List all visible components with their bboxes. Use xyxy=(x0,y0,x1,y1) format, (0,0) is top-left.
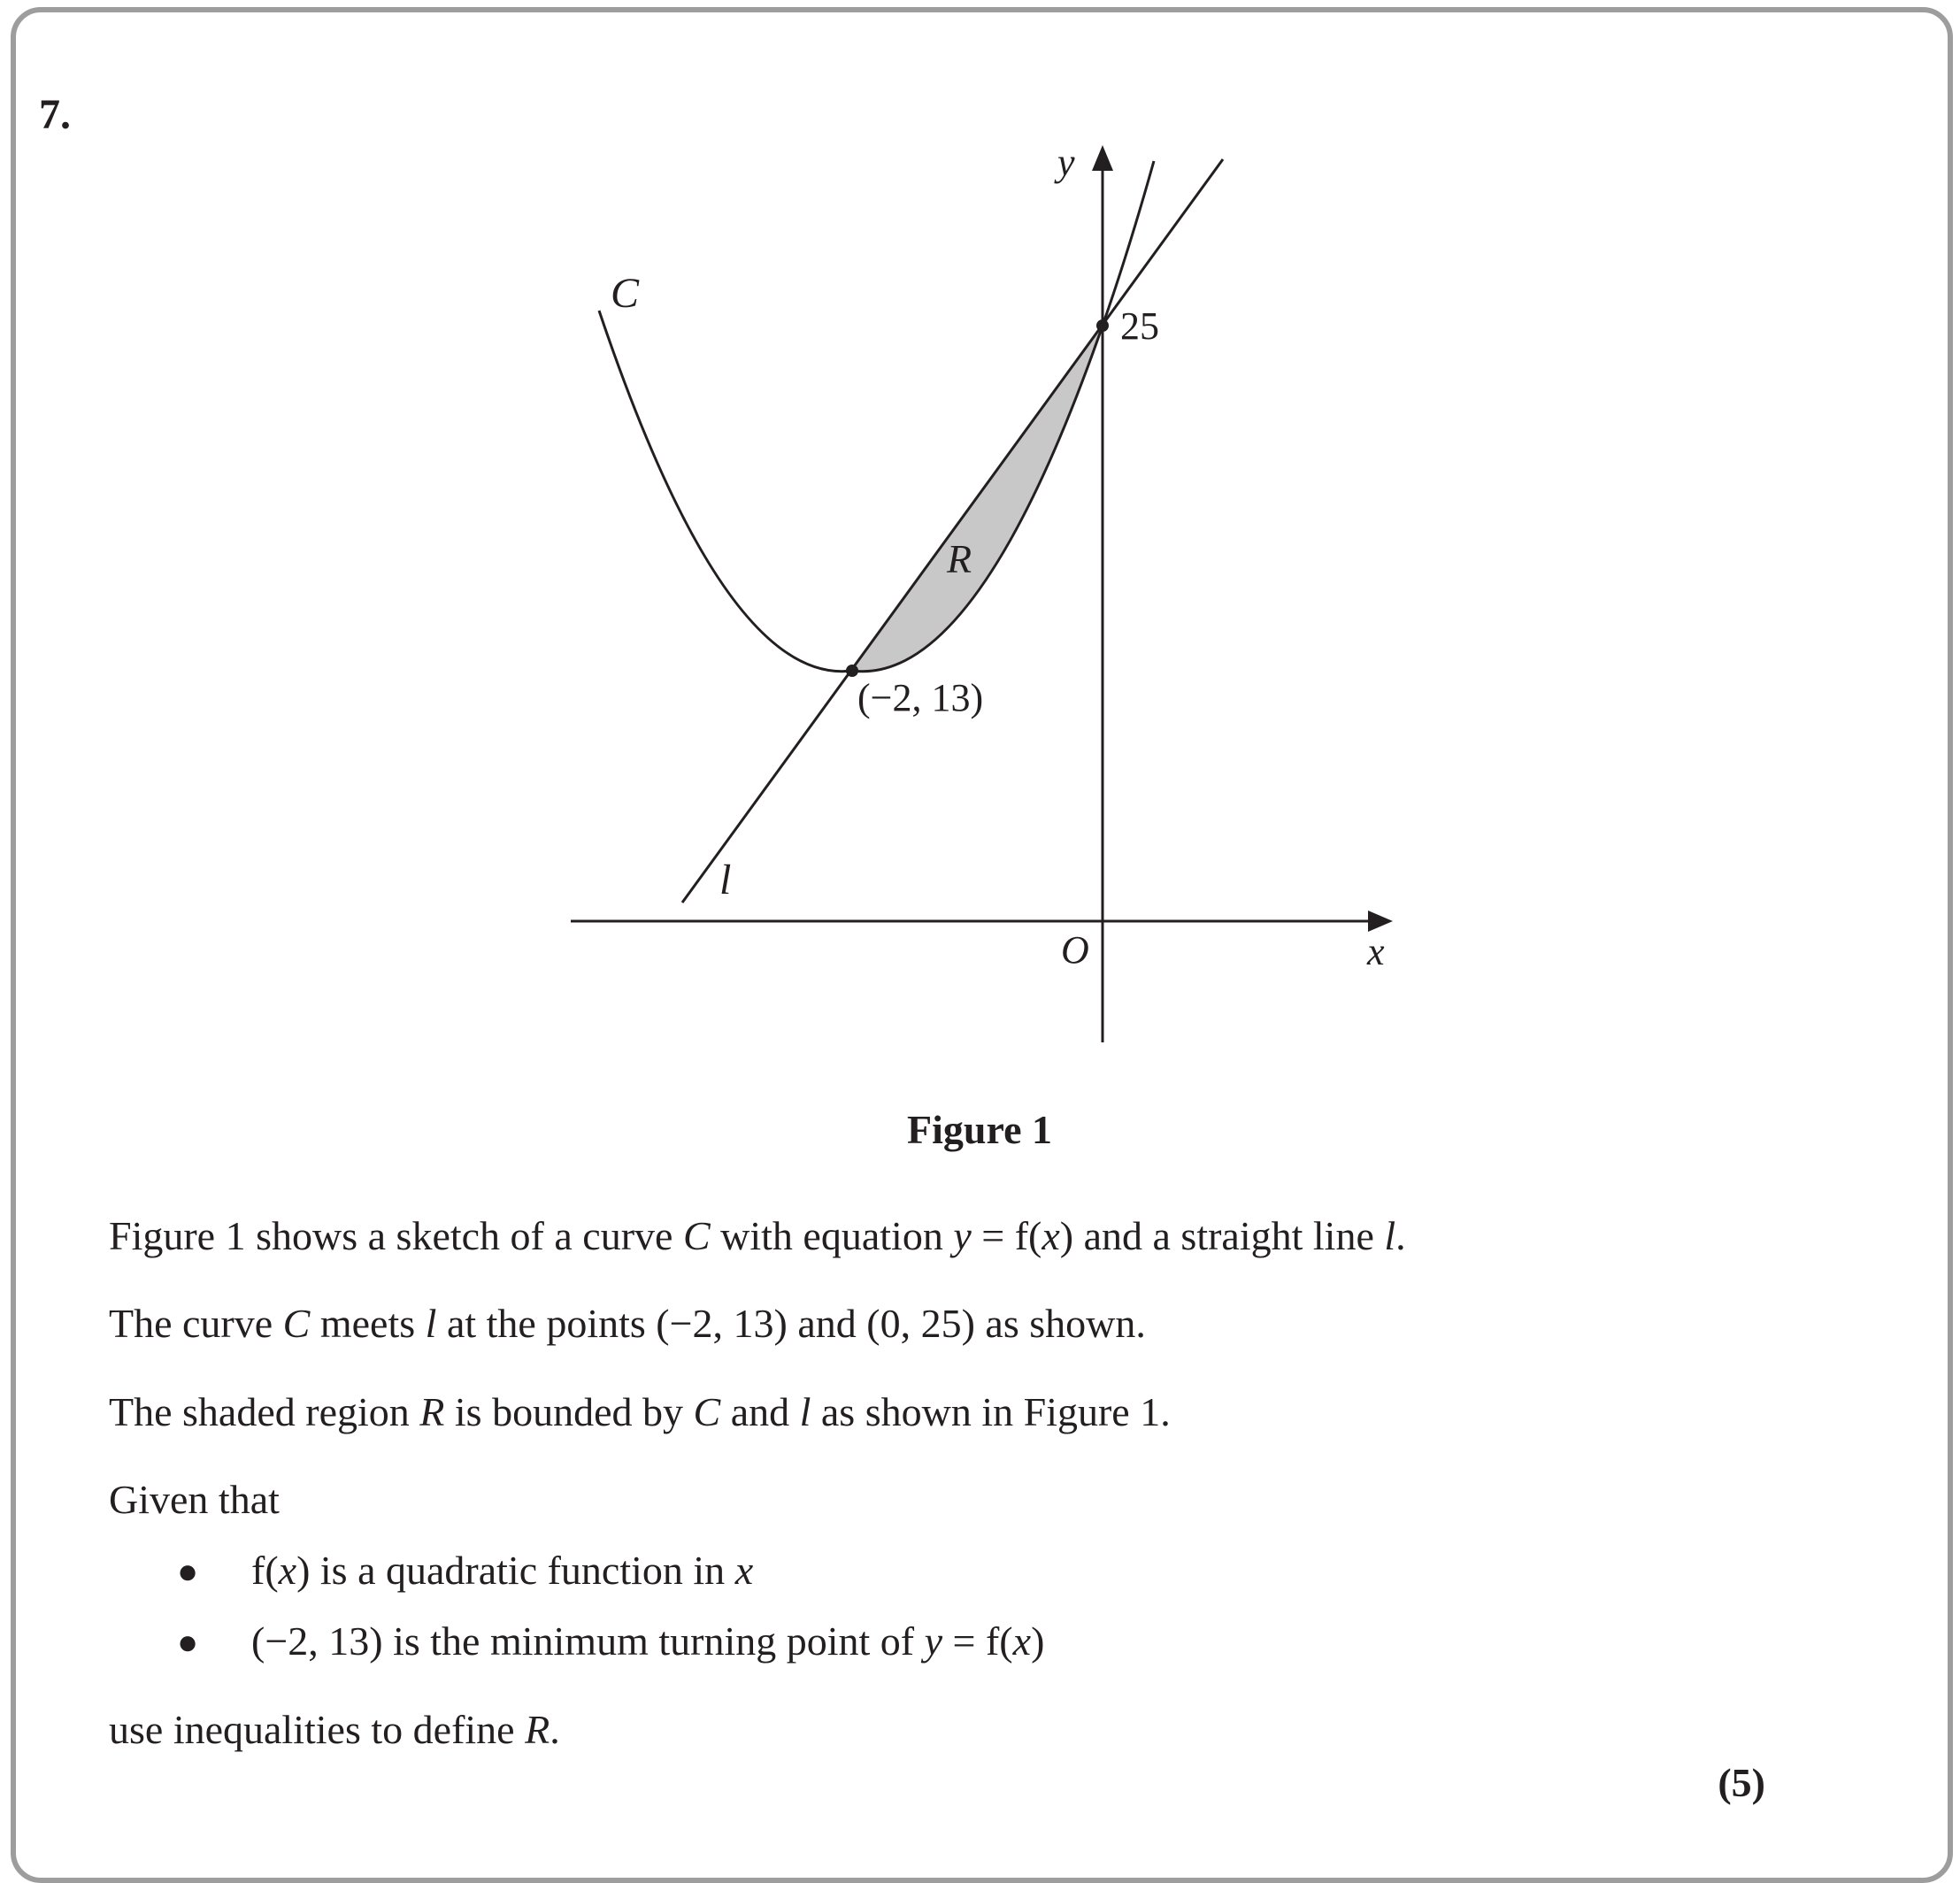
b2-text: (−2, 13) is the minimum turning point of xyxy=(251,1618,925,1664)
p3-region-r: R xyxy=(419,1389,445,1434)
b2-text: = f( xyxy=(942,1618,1013,1664)
b2-y: y xyxy=(924,1618,943,1664)
p3-text: and xyxy=(720,1389,800,1434)
p3-text: as shown in Figure 1. xyxy=(811,1389,1171,1434)
line-l xyxy=(682,159,1223,903)
b1-x: x xyxy=(734,1548,754,1593)
p1-text: Figure 1 shows a sketch of a curve xyxy=(109,1213,683,1258)
y-axis-arrowhead xyxy=(1092,145,1113,171)
b1-text: ) is a quadratic function in xyxy=(296,1548,735,1593)
b2-text: ) xyxy=(1031,1618,1045,1664)
label-line-l: l xyxy=(719,857,732,903)
label-y-axis: y xyxy=(1057,141,1075,184)
p1-text: with equation xyxy=(710,1213,954,1258)
p2-text: meets xyxy=(310,1301,426,1346)
p3-line-l: l xyxy=(799,1389,811,1434)
bullet-2-text xyxy=(251,1618,1044,1664)
label-origin: O xyxy=(1061,928,1089,972)
label-x-axis: x xyxy=(1367,930,1385,973)
question-number: 7. xyxy=(39,91,71,138)
p2-line-l: l xyxy=(425,1301,437,1346)
p2-text: The curve xyxy=(109,1301,283,1346)
p2-curve-c: C xyxy=(282,1301,311,1346)
label-curve-c: C xyxy=(611,270,640,317)
p5-region-r: R xyxy=(525,1707,550,1752)
label-intercept: 25 xyxy=(1120,304,1159,348)
curve-c xyxy=(599,161,1154,672)
marks-label: (5) xyxy=(1718,1760,1765,1805)
p1-text: . xyxy=(1395,1213,1406,1258)
point-intercept xyxy=(1096,319,1109,332)
p1-text: = f( xyxy=(971,1213,1042,1258)
figure-caption: Figure 1 xyxy=(907,1107,1052,1152)
paragraph-4: Given that xyxy=(109,1477,280,1522)
b1-text: f( xyxy=(251,1548,279,1593)
label-min-point: (−2, 13) xyxy=(857,676,984,719)
p1-y: y xyxy=(953,1213,972,1258)
p3-text: is bounded by xyxy=(444,1389,694,1434)
x-axis-arrowhead xyxy=(1368,911,1393,932)
paragraph-5 xyxy=(109,1706,560,1753)
bullet-2-marker: ● xyxy=(177,1622,199,1662)
p1-curve-c: C xyxy=(682,1213,711,1258)
paragraph-1 xyxy=(109,1212,1406,1259)
p2-text: at the points (−2, 13) and (0, 25) as shown. xyxy=(436,1301,1146,1346)
p1-text: ) and a straight line xyxy=(1059,1213,1385,1258)
p5-text: . xyxy=(550,1707,560,1752)
bullet-1-marker: ● xyxy=(177,1551,199,1591)
paragraph-3 xyxy=(109,1388,1171,1435)
p1-line-l: l xyxy=(1384,1213,1396,1258)
p1-x: x xyxy=(1041,1213,1060,1258)
label-region-r: R xyxy=(947,536,972,581)
point-min xyxy=(846,665,858,677)
bullet-1-text xyxy=(251,1547,753,1594)
p3-text: The shaded region xyxy=(109,1389,420,1434)
b2-x: x xyxy=(1012,1618,1032,1664)
paragraph-2 xyxy=(109,1300,1146,1347)
p3-curve-c: C xyxy=(693,1389,721,1434)
b1-x: x xyxy=(278,1548,297,1593)
p5-text: use inequalities to define xyxy=(109,1707,526,1752)
